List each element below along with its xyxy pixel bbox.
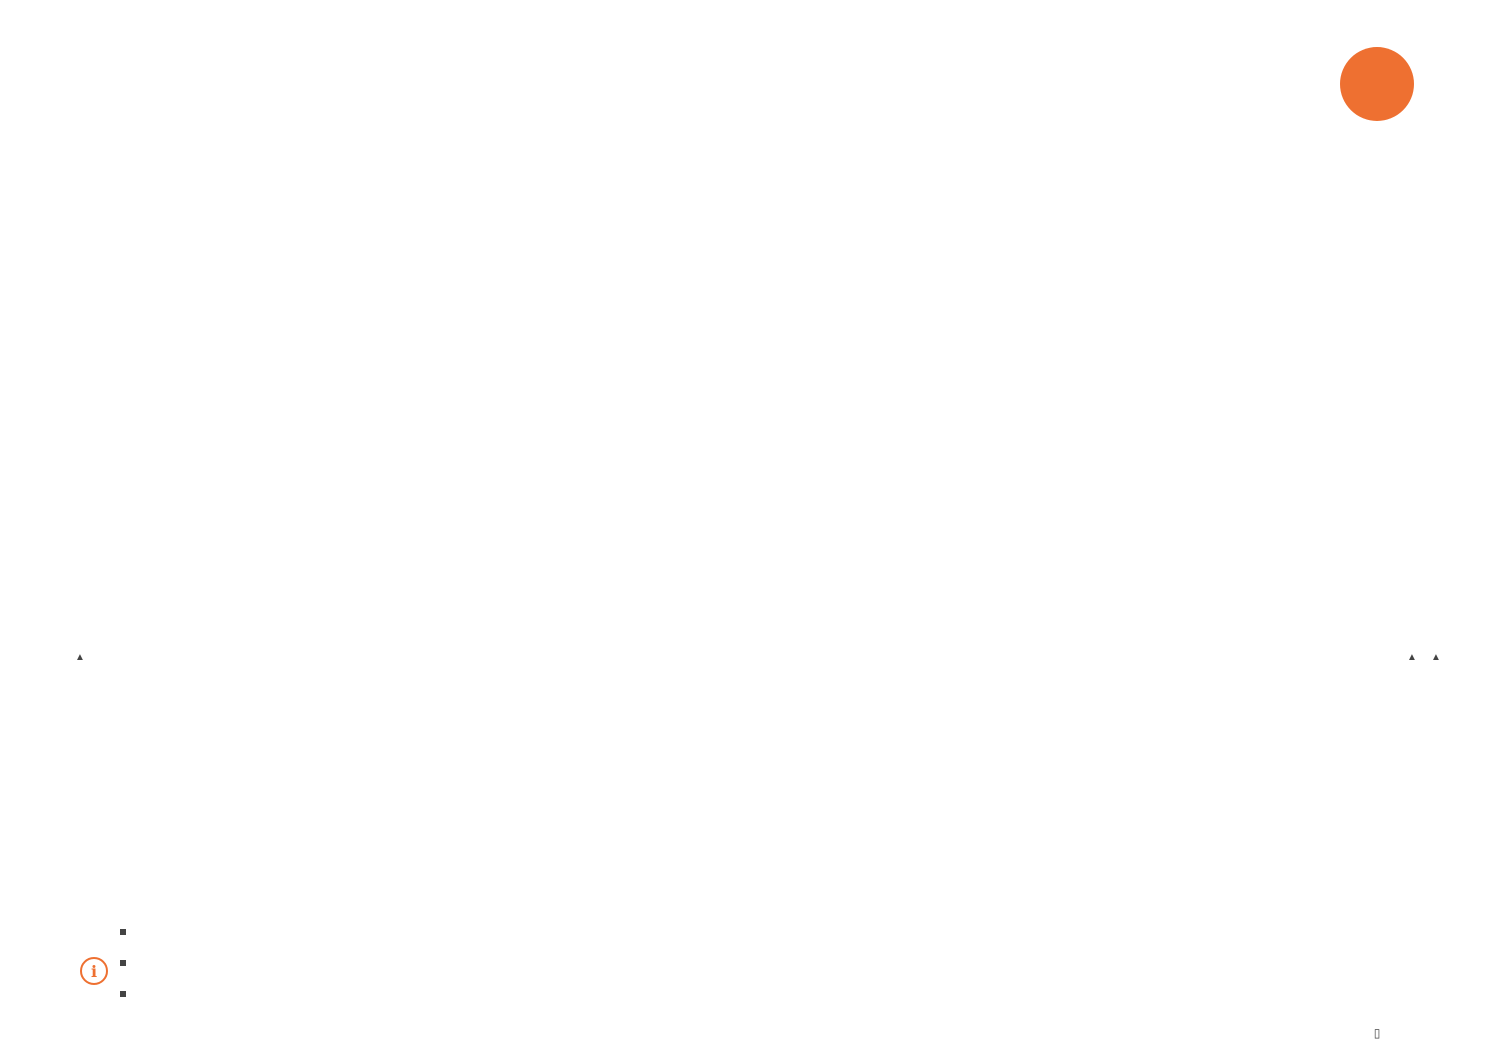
info-icon: i [80,957,108,985]
open-strings-arrow-icon: ▲ [75,652,85,663]
strings-arrow-icon: ▲ [1431,652,1441,663]
tuning-arrow-icon: ▲ [1407,652,1417,663]
scan-me-label: ▯ [1373,1026,1381,1040]
qr-code-icon[interactable] [1330,923,1424,1017]
